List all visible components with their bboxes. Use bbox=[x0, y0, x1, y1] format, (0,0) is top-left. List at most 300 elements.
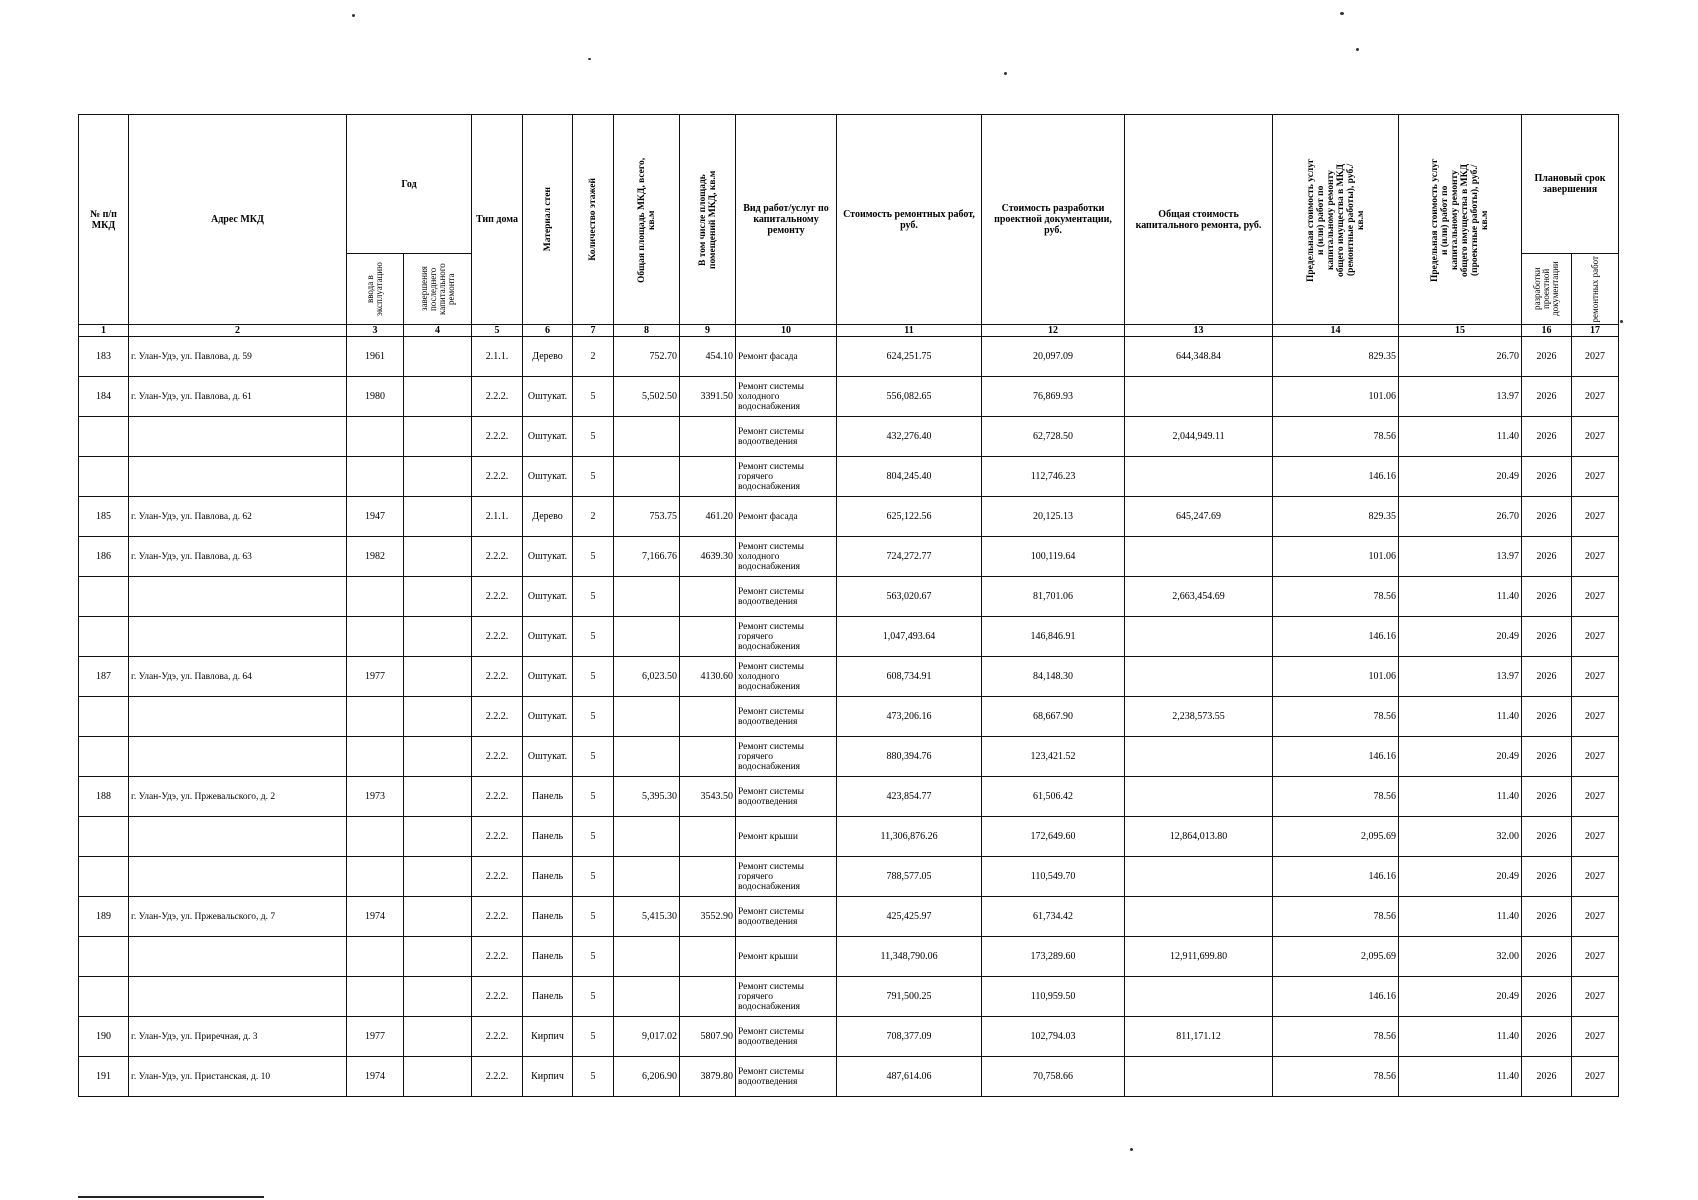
table-row bbox=[79, 1057, 1619, 1097]
column-number: 4 bbox=[404, 325, 472, 337]
address-cell bbox=[129, 817, 347, 857]
address-cell: г. Улан-Удэ, ул. Павлова, д. 62 bbox=[129, 497, 347, 537]
address-cell bbox=[129, 857, 347, 897]
design-cost-cell: 110,549.70 bbox=[982, 857, 1125, 897]
row-number bbox=[79, 937, 129, 977]
total-area-cell bbox=[614, 697, 680, 737]
scan-speck bbox=[1004, 72, 1007, 75]
wall-material-cell: Панель bbox=[523, 857, 573, 897]
floors-cell: 5 bbox=[573, 377, 614, 417]
header-number: № п/п МКД bbox=[79, 115, 129, 325]
repair-cost-cell: 608,734.91 bbox=[837, 657, 982, 697]
year-cell bbox=[347, 737, 404, 777]
total-area-cell bbox=[614, 817, 680, 857]
row-number bbox=[79, 737, 129, 777]
row-number bbox=[79, 817, 129, 857]
header-row bbox=[79, 115, 1619, 254]
work-type-cell: Ремонт системы водоотведения bbox=[736, 417, 837, 457]
work-type-cell: Ремонт фасада bbox=[736, 337, 837, 377]
scan-speck bbox=[352, 14, 355, 17]
deadline-design-cell: 2026 bbox=[1522, 817, 1572, 857]
limit-design-cell: 11.40 bbox=[1399, 1057, 1522, 1097]
premises-area-cell bbox=[680, 577, 736, 617]
last-repair-cell bbox=[404, 1017, 472, 1057]
repair-cost-cell: 788,577.05 bbox=[837, 857, 982, 897]
row-number bbox=[79, 977, 129, 1017]
house-type-cell: 2.2.2. bbox=[472, 377, 523, 417]
work-type-cell: Ремонт крыши bbox=[736, 817, 837, 857]
row-number: 186 bbox=[79, 537, 129, 577]
table-body bbox=[79, 337, 1619, 1097]
table-row bbox=[79, 977, 1619, 1017]
last-repair-cell bbox=[404, 337, 472, 377]
deadline-design-cell: 2026 bbox=[1522, 777, 1572, 817]
column-number: 1 bbox=[79, 325, 129, 337]
design-cost-cell: 112,746.23 bbox=[982, 457, 1125, 497]
row-number bbox=[79, 417, 129, 457]
floors-cell: 5 bbox=[573, 457, 614, 497]
last-repair-cell bbox=[404, 697, 472, 737]
deadline-design-cell: 2026 bbox=[1522, 537, 1572, 577]
total-area-cell: 7,166.76 bbox=[614, 537, 680, 577]
table-row bbox=[79, 377, 1619, 417]
address-cell bbox=[129, 737, 347, 777]
house-type-cell: 2.2.2. bbox=[472, 737, 523, 777]
row-number: 191 bbox=[79, 1057, 129, 1097]
deadline-repair-cell: 2027 bbox=[1572, 777, 1619, 817]
total-area-cell bbox=[614, 577, 680, 617]
floors-cell: 5 bbox=[573, 897, 614, 937]
repair-cost-cell: 556,082.65 bbox=[837, 377, 982, 417]
total-area-cell: 9,017.02 bbox=[614, 1017, 680, 1057]
row-number: 189 bbox=[79, 897, 129, 937]
header-deadline-repair: ремонтных работ bbox=[1572, 254, 1619, 325]
total-area-cell bbox=[614, 937, 680, 977]
work-type-cell: Ремонт крыши bbox=[736, 937, 837, 977]
deadline-repair-cell: 2027 bbox=[1572, 1057, 1619, 1097]
repair-cost-cell: 804,245.40 bbox=[837, 457, 982, 497]
wall-material-cell: Оштукат. bbox=[523, 377, 573, 417]
repair-cost-cell: 1,047,493.64 bbox=[837, 617, 982, 657]
house-type-cell: 2.2.2. bbox=[472, 1057, 523, 1097]
address-cell: г. Улан-Удэ, ул. Павлова, д. 63 bbox=[129, 537, 347, 577]
house-type-cell: 2.2.2. bbox=[472, 777, 523, 817]
year-cell bbox=[347, 857, 404, 897]
wall-material-cell: Оштукат. bbox=[523, 697, 573, 737]
total-cost-cell bbox=[1125, 777, 1273, 817]
deadline-design-cell: 2026 bbox=[1522, 737, 1572, 777]
work-type-cell: Ремонт системы водоотведения bbox=[736, 897, 837, 937]
floors-cell: 2 bbox=[573, 497, 614, 537]
wall-material-cell: Оштукат. bbox=[523, 457, 573, 497]
row-number: 187 bbox=[79, 657, 129, 697]
row-number bbox=[79, 857, 129, 897]
total-cost-cell: 645,247.69 bbox=[1125, 497, 1273, 537]
total-area-cell: 5,502.50 bbox=[614, 377, 680, 417]
year-cell bbox=[347, 817, 404, 857]
table-row bbox=[79, 857, 1619, 897]
header-floors: Количество этажей bbox=[573, 115, 614, 325]
work-type-cell: Ремонт фасада bbox=[736, 497, 837, 537]
last-repair-cell bbox=[404, 617, 472, 657]
repair-cost-cell: 11,348,790.06 bbox=[837, 937, 982, 977]
deadline-design-cell: 2026 bbox=[1522, 617, 1572, 657]
repair-cost-cell: 11,306,876.26 bbox=[837, 817, 982, 857]
last-repair-cell bbox=[404, 737, 472, 777]
total-area-cell bbox=[614, 737, 680, 777]
year-cell bbox=[347, 937, 404, 977]
design-cost-cell: 70,758.66 bbox=[982, 1057, 1125, 1097]
premises-area-cell bbox=[680, 857, 736, 897]
row-number: 184 bbox=[79, 377, 129, 417]
scan-speck bbox=[1130, 1148, 1133, 1151]
deadline-design-cell: 2026 bbox=[1522, 577, 1572, 617]
header-wall-material: Материал стен bbox=[523, 115, 573, 325]
year-cell: 1974 bbox=[347, 1057, 404, 1097]
column-number: 6 bbox=[523, 325, 573, 337]
total-area-cell bbox=[614, 617, 680, 657]
year-cell: 1982 bbox=[347, 537, 404, 577]
wall-material-cell: Панель bbox=[523, 977, 573, 1017]
header-premises-area: В том числе площадь помещений МКД, кв.м bbox=[680, 115, 736, 325]
total-cost-cell bbox=[1125, 1057, 1273, 1097]
deadline-repair-cell: 2027 bbox=[1572, 377, 1619, 417]
premises-area-cell: 3879.80 bbox=[680, 1057, 736, 1097]
house-type-cell: 2.2.2. bbox=[472, 697, 523, 737]
last-repair-cell bbox=[404, 657, 472, 697]
table-row bbox=[79, 617, 1619, 657]
premises-area-cell: 454.10 bbox=[680, 337, 736, 377]
repair-cost-cell: 724,272.77 bbox=[837, 537, 982, 577]
header-address: Адрес МКД bbox=[129, 115, 347, 325]
limit-repair-cell: 78.56 bbox=[1273, 577, 1399, 617]
premises-area-cell: 461.20 bbox=[680, 497, 736, 537]
year-cell bbox=[347, 417, 404, 457]
year-cell bbox=[347, 617, 404, 657]
deadline-repair-cell: 2027 bbox=[1572, 697, 1619, 737]
house-type-cell: 2.2.2. bbox=[472, 937, 523, 977]
deadline-design-cell: 2026 bbox=[1522, 377, 1572, 417]
total-cost-cell: 811,171.12 bbox=[1125, 1017, 1273, 1057]
house-type-cell: 2.2.2. bbox=[472, 897, 523, 937]
wall-material-cell: Панель bbox=[523, 937, 573, 977]
table-row bbox=[79, 897, 1619, 937]
house-type-cell: 2.2.2. bbox=[472, 617, 523, 657]
total-cost-cell: 2,044,949.11 bbox=[1125, 417, 1273, 457]
total-cost-cell bbox=[1125, 537, 1273, 577]
limit-repair-cell: 829.35 bbox=[1273, 337, 1399, 377]
work-type-cell: Ремонт системы холодного водоснабжения bbox=[736, 377, 837, 417]
premises-area-cell bbox=[680, 817, 736, 857]
footer-rule bbox=[78, 1196, 264, 1198]
total-area-cell: 5,415.30 bbox=[614, 897, 680, 937]
table-row bbox=[79, 737, 1619, 777]
limit-repair-cell: 78.56 bbox=[1273, 777, 1399, 817]
limit-repair-cell: 78.56 bbox=[1273, 417, 1399, 457]
wall-material-cell: Панель bbox=[523, 897, 573, 937]
premises-area-cell bbox=[680, 697, 736, 737]
total-cost-cell bbox=[1125, 657, 1273, 697]
limit-design-cell: 20.49 bbox=[1399, 977, 1522, 1017]
total-cost-cell: 2,663,454.69 bbox=[1125, 577, 1273, 617]
work-type-cell: Ремонт системы горячего водоснабжения bbox=[736, 617, 837, 657]
repair-cost-cell: 880,394.76 bbox=[837, 737, 982, 777]
total-cost-cell: 2,238,573.55 bbox=[1125, 697, 1273, 737]
house-type-cell: 2.2.2. bbox=[472, 857, 523, 897]
deadline-design-cell: 2026 bbox=[1522, 657, 1572, 697]
header-work-type: Вид работ/услуг по капитальному ремонту bbox=[736, 115, 837, 325]
premises-area-cell bbox=[680, 937, 736, 977]
house-type-cell: 2.1.1. bbox=[472, 337, 523, 377]
row-number: 185 bbox=[79, 497, 129, 537]
header-design-cost: Стоимость разработки проектной документации, руб. bbox=[982, 115, 1125, 325]
limit-repair-cell: 829.35 bbox=[1273, 497, 1399, 537]
repair-cost-cell: 624,251.75 bbox=[837, 337, 982, 377]
row-number bbox=[79, 697, 129, 737]
deadline-design-cell: 2026 bbox=[1522, 937, 1572, 977]
wall-material-cell: Оштукат. bbox=[523, 657, 573, 697]
premises-area-cell: 5807.90 bbox=[680, 1017, 736, 1057]
deadline-repair-cell: 2027 bbox=[1572, 977, 1619, 1017]
header-deadline: Плановый срок завершения bbox=[1522, 115, 1619, 254]
floors-cell: 5 bbox=[573, 977, 614, 1017]
premises-area-cell bbox=[680, 457, 736, 497]
address-cell bbox=[129, 937, 347, 977]
total-area-cell: 5,395.30 bbox=[614, 777, 680, 817]
premises-area-cell: 4639.30 bbox=[680, 537, 736, 577]
year-cell bbox=[347, 697, 404, 737]
deadline-repair-cell: 2027 bbox=[1572, 857, 1619, 897]
deadline-design-cell: 2026 bbox=[1522, 417, 1572, 457]
table-row bbox=[79, 337, 1619, 377]
deadline-repair-cell: 2027 bbox=[1572, 817, 1619, 857]
limit-repair-cell: 78.56 bbox=[1273, 697, 1399, 737]
design-cost-cell: 61,734.42 bbox=[982, 897, 1125, 937]
premises-area-cell bbox=[680, 417, 736, 457]
address-cell bbox=[129, 617, 347, 657]
premises-area-cell: 3552.90 bbox=[680, 897, 736, 937]
table-row bbox=[79, 697, 1619, 737]
floors-cell: 2 bbox=[573, 337, 614, 377]
premises-area-cell bbox=[680, 617, 736, 657]
total-area-cell: 6,023.50 bbox=[614, 657, 680, 697]
total-area-cell: 6,206.90 bbox=[614, 1057, 680, 1097]
header-repair-cost: Стоимость ремонтных работ, руб. bbox=[837, 115, 982, 325]
column-number: 9 bbox=[680, 325, 736, 337]
total-cost-cell bbox=[1125, 857, 1273, 897]
floors-cell: 5 bbox=[573, 617, 614, 657]
year-cell: 1973 bbox=[347, 777, 404, 817]
wall-material-cell: Панель bbox=[523, 777, 573, 817]
house-type-cell: 2.2.2. bbox=[472, 817, 523, 857]
table-row bbox=[79, 777, 1619, 817]
deadline-design-cell: 2026 bbox=[1522, 977, 1572, 1017]
limit-design-cell: 32.00 bbox=[1399, 817, 1522, 857]
total-area-cell bbox=[614, 977, 680, 1017]
work-type-cell: Ремонт системы водоотведения bbox=[736, 577, 837, 617]
work-type-cell: Ремонт системы водоотведения bbox=[736, 1017, 837, 1057]
deadline-repair-cell: 2027 bbox=[1572, 417, 1619, 457]
address-cell bbox=[129, 577, 347, 617]
limit-repair-cell: 146.16 bbox=[1273, 857, 1399, 897]
deadline-design-cell: 2026 bbox=[1522, 337, 1572, 377]
premises-area-cell: 4130.60 bbox=[680, 657, 736, 697]
last-repair-cell bbox=[404, 417, 472, 457]
scan-speck bbox=[1340, 12, 1344, 15]
work-type-cell: Ремонт системы горячего водоснабжения bbox=[736, 737, 837, 777]
wall-material-cell: Оштукат. bbox=[523, 577, 573, 617]
header-house-type: Тип дома bbox=[472, 115, 523, 325]
limit-design-cell: 26.70 bbox=[1399, 497, 1522, 537]
last-repair-cell bbox=[404, 977, 472, 1017]
premises-area-cell bbox=[680, 977, 736, 1017]
deadline-repair-cell: 2027 bbox=[1572, 497, 1619, 537]
limit-repair-cell: 78.56 bbox=[1273, 897, 1399, 937]
last-repair-cell bbox=[404, 497, 472, 537]
total-area-cell bbox=[614, 457, 680, 497]
wall-material-cell: Оштукат. bbox=[523, 537, 573, 577]
repair-cost-cell: 425,425.97 bbox=[837, 897, 982, 937]
column-number: 15 bbox=[1399, 325, 1522, 337]
limit-repair-cell: 101.06 bbox=[1273, 537, 1399, 577]
floors-cell: 5 bbox=[573, 937, 614, 977]
wall-material-cell: Оштукат. bbox=[523, 417, 573, 457]
limit-design-cell: 11.40 bbox=[1399, 777, 1522, 817]
address-cell bbox=[129, 977, 347, 1017]
table-row bbox=[79, 497, 1619, 537]
deadline-repair-cell: 2027 bbox=[1572, 337, 1619, 377]
scan-speck bbox=[1356, 48, 1359, 51]
deadline-repair-cell: 2027 bbox=[1572, 537, 1619, 577]
deadline-design-cell: 2026 bbox=[1522, 697, 1572, 737]
total-cost-cell: 12,911,699.80 bbox=[1125, 937, 1273, 977]
deadline-repair-cell: 2027 bbox=[1572, 937, 1619, 977]
last-repair-cell bbox=[404, 897, 472, 937]
repair-cost-cell: 423,854.77 bbox=[837, 777, 982, 817]
address-cell bbox=[129, 697, 347, 737]
design-cost-cell: 20,097.09 bbox=[982, 337, 1125, 377]
address-cell: г. Улан-Удэ, ул. Павлова, д. 59 bbox=[129, 337, 347, 377]
deadline-design-cell: 2026 bbox=[1522, 857, 1572, 897]
deadline-repair-cell: 2027 bbox=[1572, 897, 1619, 937]
repair-cost-cell: 473,206.16 bbox=[837, 697, 982, 737]
limit-repair-cell: 78.56 bbox=[1273, 1057, 1399, 1097]
header-limit-cost-design: Предельная стоимость услуг и (или) работ по капитальному ремонту общего имущества в МКД (проектные работы), руб./кв.м bbox=[1399, 115, 1522, 325]
limit-design-cell: 11.40 bbox=[1399, 577, 1522, 617]
year-cell bbox=[347, 457, 404, 497]
deadline-design-cell: 2026 bbox=[1522, 497, 1572, 537]
header-limit-cost-repair: Предельная стоимость услуг и (или) работ по капитальному ремонту общего имущества в МКД (ремонтные работы), руб./кв.м bbox=[1273, 115, 1399, 325]
work-type-cell: Ремонт системы водоотведения bbox=[736, 697, 837, 737]
design-cost-cell: 20,125.13 bbox=[982, 497, 1125, 537]
address-cell bbox=[129, 417, 347, 457]
floors-cell: 5 bbox=[573, 697, 614, 737]
last-repair-cell bbox=[404, 777, 472, 817]
total-cost-cell bbox=[1125, 457, 1273, 497]
table-row bbox=[79, 457, 1619, 497]
header-year-commissioning: ввода в эксплуатацию bbox=[347, 254, 404, 325]
total-cost-cell bbox=[1125, 617, 1273, 657]
table-row bbox=[79, 537, 1619, 577]
row-number: 183 bbox=[79, 337, 129, 377]
work-type-cell: Ремонт системы горячего водоснабжения bbox=[736, 457, 837, 497]
work-type-cell: Ремонт системы горячего водоснабжения bbox=[736, 977, 837, 1017]
deadline-repair-cell: 2027 bbox=[1572, 457, 1619, 497]
total-area-cell bbox=[614, 417, 680, 457]
scan-speck bbox=[1620, 320, 1623, 323]
work-type-cell: Ремонт системы холодного водоснабжения bbox=[736, 537, 837, 577]
deadline-repair-cell: 2027 bbox=[1572, 737, 1619, 777]
column-number: 17 bbox=[1572, 325, 1619, 337]
limit-design-cell: 20.49 bbox=[1399, 737, 1522, 777]
header-total-area: Общая площадь МКД, всего, кв.м bbox=[614, 115, 680, 325]
limit-design-cell: 32.00 bbox=[1399, 937, 1522, 977]
deadline-repair-cell: 2027 bbox=[1572, 1017, 1619, 1057]
last-repair-cell bbox=[404, 857, 472, 897]
floors-cell: 5 bbox=[573, 1057, 614, 1097]
limit-design-cell: 20.49 bbox=[1399, 617, 1522, 657]
house-type-cell: 2.2.2. bbox=[472, 577, 523, 617]
limit-design-cell: 11.40 bbox=[1399, 697, 1522, 737]
table-row bbox=[79, 417, 1619, 457]
total-cost-cell bbox=[1125, 377, 1273, 417]
column-number: 13 bbox=[1125, 325, 1273, 337]
deadline-repair-cell: 2027 bbox=[1572, 617, 1619, 657]
deadline-design-cell: 2026 bbox=[1522, 1057, 1572, 1097]
work-type-cell: Ремонт системы холодного водоснабжения bbox=[736, 657, 837, 697]
design-cost-cell: 76,869.93 bbox=[982, 377, 1125, 417]
total-area-cell bbox=[614, 857, 680, 897]
total-cost-cell bbox=[1125, 737, 1273, 777]
floors-cell: 5 bbox=[573, 817, 614, 857]
limit-design-cell: 13.97 bbox=[1399, 657, 1522, 697]
wall-material-cell: Кирпич bbox=[523, 1017, 573, 1057]
address-cell: г. Улан-Удэ, ул. Пржевальского, д. 7 bbox=[129, 897, 347, 937]
floors-cell: 5 bbox=[573, 657, 614, 697]
capital-repair-table bbox=[78, 114, 1619, 1097]
deadline-design-cell: 2026 bbox=[1522, 1017, 1572, 1057]
floors-cell: 5 bbox=[573, 737, 614, 777]
column-number: 2 bbox=[129, 325, 347, 337]
house-type-cell: 2.2.2. bbox=[472, 1017, 523, 1057]
limit-design-cell: 26.70 bbox=[1399, 337, 1522, 377]
year-cell bbox=[347, 977, 404, 1017]
limit-repair-cell: 2,095.69 bbox=[1273, 937, 1399, 977]
wall-material-cell: Дерево bbox=[523, 497, 573, 537]
limit-repair-cell: 101.06 bbox=[1273, 377, 1399, 417]
wall-material-cell: Дерево bbox=[523, 337, 573, 377]
last-repair-cell bbox=[404, 537, 472, 577]
table-row bbox=[79, 657, 1619, 697]
column-number-row bbox=[79, 325, 1619, 337]
house-type-cell: 2.2.2. bbox=[472, 977, 523, 1017]
design-cost-cell: 61,506.42 bbox=[982, 777, 1125, 817]
floors-cell: 5 bbox=[573, 417, 614, 457]
year-cell: 1947 bbox=[347, 497, 404, 537]
row-number bbox=[79, 457, 129, 497]
limit-repair-cell: 146.16 bbox=[1273, 977, 1399, 1017]
column-number: 16 bbox=[1522, 325, 1572, 337]
last-repair-cell bbox=[404, 457, 472, 497]
design-cost-cell: 102,794.03 bbox=[982, 1017, 1125, 1057]
floors-cell: 5 bbox=[573, 1017, 614, 1057]
design-cost-cell: 110,959.50 bbox=[982, 977, 1125, 1017]
repair-cost-cell: 708,377.09 bbox=[837, 1017, 982, 1057]
table-row bbox=[79, 577, 1619, 617]
premises-area-cell bbox=[680, 737, 736, 777]
limit-repair-cell: 78.56 bbox=[1273, 1017, 1399, 1057]
floors-cell: 5 bbox=[573, 777, 614, 817]
